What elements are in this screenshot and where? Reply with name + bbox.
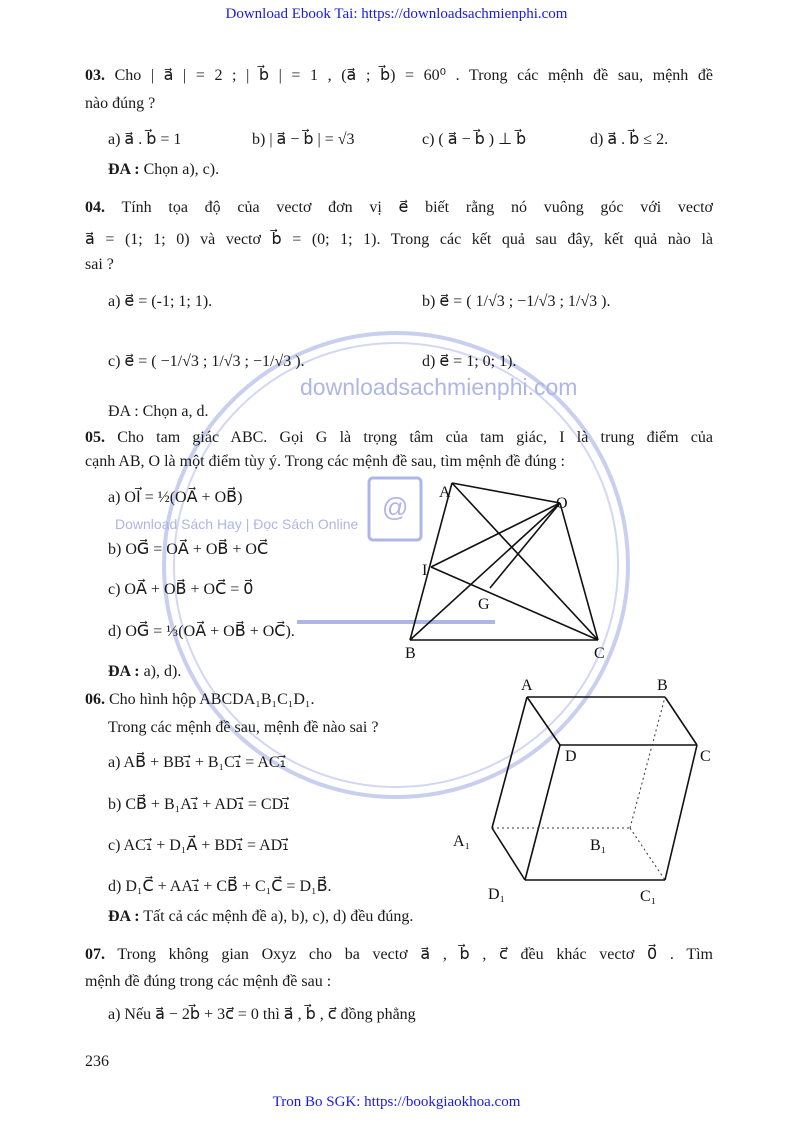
q06-option-c: c) AC₁⃗ + D₁A⃗ + BD₁⃗ = AD₁⃗ [108,837,289,854]
q06-answer: ĐA : Tất cả các mệnh đề a), b), c), d) đều đúng. [108,908,414,925]
label-A: A [521,677,533,694]
label-I: I [422,562,428,579]
q04-option-c: c) e⃗ = ( −1/√3 ; 1/√3 ; −1/√3 ). [108,353,305,370]
label-D: D [565,748,577,765]
q04-option-a: a) e⃗ = (-1; 1; 1). [108,293,213,310]
q04-option-d: d) e⃗ = 1; 0; 1). [422,353,517,370]
watermark-site: downloadsachmienphi.com [300,374,578,400]
q03-option-c: c) ( a⃗ − b⃗ ) ⊥ b⃗ [422,131,527,148]
q03-answer: ĐA : Chọn a), c). [108,161,220,178]
header-link[interactable]: Download Ebook Tai: https://downloadsachmienphi.com [225,6,568,22]
footer-link[interactable]: Tron Bo SGK: https://bookgiaokhoa.com [272,1094,521,1110]
label-C: C [700,748,711,765]
q05-option-a: a) OI⃗ = ½(OA⃗ + OB⃗) [108,489,243,506]
label-G: G [478,596,490,613]
q04-line1: 04. Tính tọa độ của vectơ đơn vị e⃗ biết rằng nó vuông góc với vectơ [85,199,713,216]
q06-line2: Trong các mệnh đề sau, mệnh đề nào sai ? [108,719,379,736]
q06-option-a: a) AB⃗ + BB₁⃗ + B₁C₁⃗ = AC₁⃗ [108,754,286,771]
q03-line1: 03. Cho | a⃗ | = 2 ; | b⃗ | = 1 , (a⃗ ; b⃗) = 60⁰ . Trong các mệnh đề sau, mệnh đề [85,67,713,84]
q07-line2: mệnh đề đúng trong các mệnh đề sau : [85,973,332,990]
q04-answer: ĐA : Chọn a, d. [108,403,209,420]
label-B1: B₁ [590,837,607,854]
q05-line1: 05. Cho tam giác ABC. Gọi G là trọng tâm của tam giác, I là trung điểm của [85,429,714,446]
q05-answer: ĐA : a), d). [108,663,182,680]
label-C1: C₁ [640,888,657,905]
page-number: 236 [85,1053,109,1070]
q04-option-b: b) e⃗ = ( 1/√3 ; −1/√3 ; 1/√3 ). [422,293,611,310]
label-D1: D₁ [488,886,506,903]
q03-line2: nào đúng ? [85,95,156,112]
q07-option-a: a) Nếu a⃗ − 2b⃗ + 3c⃗ = 0 thì a⃗ , b⃗ , c⃗ đồng phẳng [108,1006,416,1023]
label-B: B [657,677,668,694]
q05-line2: cạnh AB, O là một điểm tùy ý. Trong các mệnh đề sau, tìm mệnh đề đúng : [85,453,565,470]
q07-line1: 07. Trong không gian Oxyz cho ba vectơ a⃗ , b⃗ , c⃗ đều khác vectơ 0⃗ . Tìm [85,946,713,963]
q03-option-b: b) | a⃗ − b⃗ | = √3 [252,131,355,148]
label-A: A [439,484,451,501]
label-B: B [405,645,416,662]
q03-option-a: a) a⃗ . b⃗ = 1 [108,131,182,148]
q03-option-d: d) a⃗ . b⃗ ≤ 2. [590,131,669,148]
watermark-tagline: Download Sách Hay | Đọc Sách Online [115,516,359,532]
q04-line2: a⃗ = (1; 1; 0) và vectơ b⃗ = (0; 1; 1). Trong các kết quả sau đây, kết quả nào là [85,231,713,248]
q05-option-b: b) OG⃗ = OA⃗ + OB⃗ + OC⃗ [108,541,269,558]
q05-option-c: c) OA⃗ + OB⃗ + OC⃗ = 0⃗ [108,581,254,598]
svg-text:@: @ [382,492,409,522]
q06-line1: 06. Cho hình hộp ABCDA₁B₁C₁D₁. [85,691,315,708]
label-C: C [594,645,605,662]
q05-option-d: d) OG⃗ = ⅓(OA⃗ + OB⃗ + OC⃗). [108,623,295,640]
label-A1: A₁ [453,833,471,850]
q06-option-b: b) CB⃗ + B₁A₁⃗ + AD₁⃗ = CD₁⃗ [108,796,290,813]
label-O: O [556,495,568,512]
q04-line3: sai ? [85,256,114,273]
q06-option-d: d) D₁C⃗ + AA₁⃗ + CB⃗ + C₁C⃗ = D₁B⃗. [108,878,332,895]
